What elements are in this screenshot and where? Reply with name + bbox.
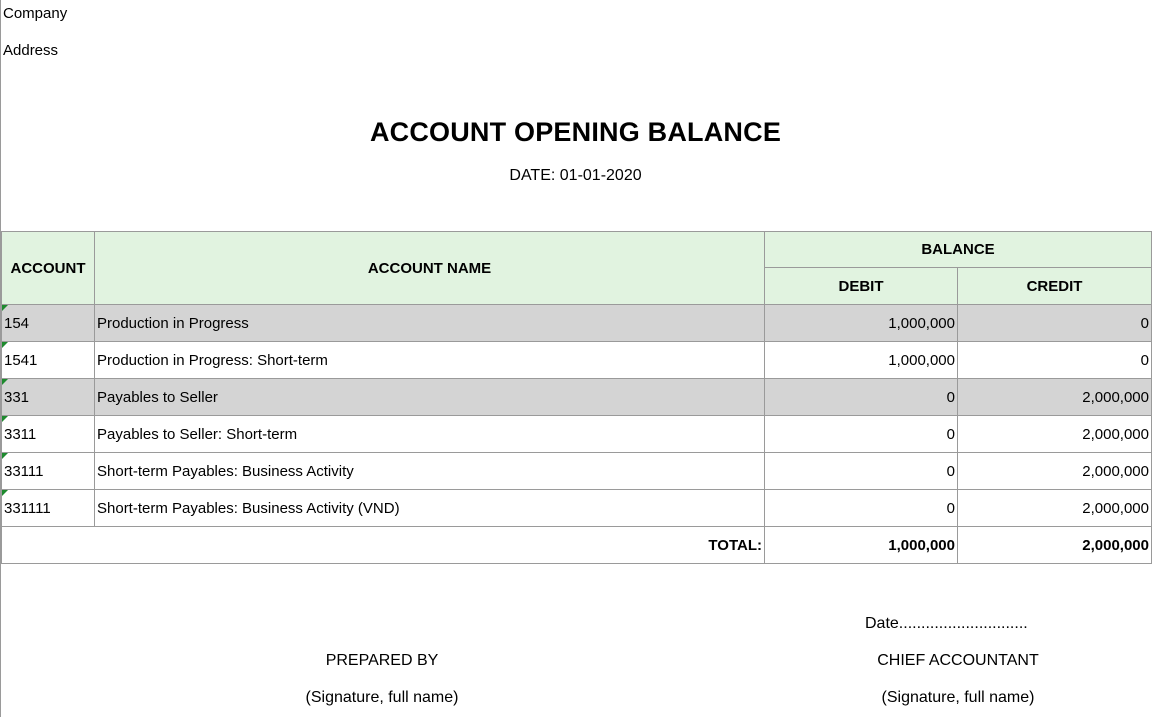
debit-cell[interactable]: 0 bbox=[765, 453, 958, 490]
account-cell[interactable]: 3311 bbox=[2, 416, 95, 453]
table-row bbox=[2, 490, 1152, 527]
document-title: ACCOUNT OPENING BALANCE bbox=[369, 117, 782, 147]
cell-marker-icon bbox=[2, 342, 8, 348]
opening-balance-table bbox=[1, 231, 1152, 564]
credit-cell[interactable]: 2,000,000 bbox=[958, 453, 1152, 490]
credit-cell[interactable]: 0 bbox=[958, 305, 1152, 342]
header-debit: DEBIT bbox=[765, 268, 958, 305]
cell-marker-icon bbox=[2, 305, 8, 311]
table-row bbox=[2, 379, 1152, 416]
debit-cell[interactable]: 1,000,000 bbox=[765, 342, 958, 379]
debit-cell[interactable]: 0 bbox=[765, 379, 958, 416]
header-account-name: ACCOUNT NAME bbox=[95, 232, 765, 305]
account-cell[interactable]: 1541 bbox=[2, 342, 95, 379]
account-cell[interactable]: 331 bbox=[2, 379, 95, 416]
account-cell[interactable]: 331111 bbox=[2, 490, 95, 527]
cell-marker-icon bbox=[2, 416, 8, 422]
account-name-cell[interactable]: Payables to Seller: Short-term bbox=[95, 416, 765, 453]
header-account: ACCOUNT bbox=[2, 232, 95, 305]
header-balance: BALANCE bbox=[765, 232, 1152, 268]
company-label: Company bbox=[3, 5, 68, 22]
debit-cell[interactable]: 0 bbox=[765, 416, 958, 453]
account-cell[interactable]: 154 bbox=[2, 305, 95, 342]
prepared-by-signature: (Signature, full name) bbox=[305, 689, 459, 706]
debit-cell[interactable]: 0 bbox=[765, 490, 958, 527]
account-name-cell[interactable]: Production in Progress: Short-term bbox=[95, 342, 765, 379]
prepared-by-label: PREPARED BY bbox=[325, 652, 439, 669]
document-date: DATE: 01-01-2020 bbox=[509, 167, 642, 184]
cell-marker-icon bbox=[2, 490, 8, 496]
credit-cell[interactable]: 2,000,000 bbox=[958, 490, 1152, 527]
credit-cell[interactable]: 0 bbox=[958, 342, 1152, 379]
table-row bbox=[2, 416, 1152, 453]
account-name-cell[interactable]: Short-term Payables: Business Activity bbox=[95, 453, 765, 490]
debit-cell[interactable]: 1,000,000 bbox=[765, 305, 958, 342]
address-label: Address bbox=[3, 42, 59, 59]
total-debit-cell[interactable]: 1,000,000 bbox=[765, 527, 958, 564]
account-cell[interactable]: 33111 bbox=[2, 453, 95, 490]
table-row bbox=[2, 342, 1152, 379]
header-credit: CREDIT bbox=[958, 268, 1152, 305]
account-name-cell[interactable]: Payables to Seller bbox=[95, 379, 765, 416]
credit-cell[interactable]: 2,000,000 bbox=[958, 416, 1152, 453]
cell-marker-icon bbox=[2, 453, 8, 459]
chief-accountant-signature: (Signature, full name) bbox=[881, 689, 1035, 706]
total-credit-cell[interactable]: 2,000,000 bbox=[958, 527, 1152, 564]
account-name-cell[interactable]: Short-term Payables: Business Activity (VND) bbox=[95, 490, 765, 527]
cell-marker-icon bbox=[2, 379, 8, 385]
total-row bbox=[2, 527, 1152, 564]
table-row bbox=[2, 453, 1152, 490]
total-label: TOTAL: bbox=[2, 527, 765, 564]
table-row bbox=[2, 305, 1152, 342]
signature-date: Date............................. bbox=[865, 615, 1028, 632]
credit-cell[interactable]: 2,000,000 bbox=[958, 379, 1152, 416]
chief-accountant-label: CHIEF ACCOUNTANT bbox=[877, 652, 1039, 669]
account-name-cell[interactable]: Production in Progress bbox=[95, 305, 765, 342]
